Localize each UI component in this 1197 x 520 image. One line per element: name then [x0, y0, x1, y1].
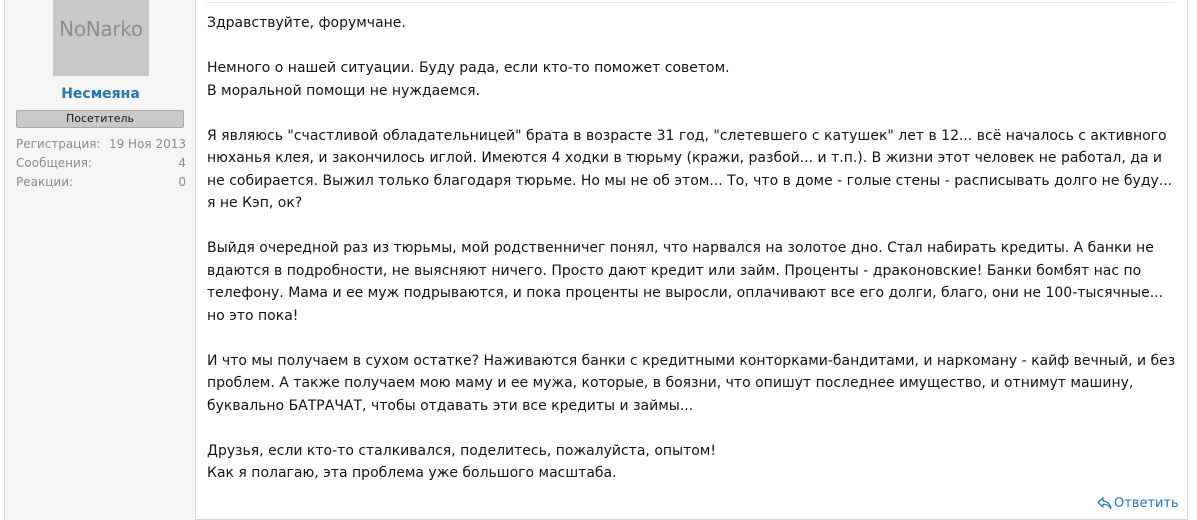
- message-paragraph: Здравствуйте, форумчане.: [207, 15, 406, 31]
- user-sidebar: [5, 0, 196, 520]
- avatar-text: NoNarko: [59, 17, 143, 41]
- reply-icon: [1097, 497, 1112, 510]
- forum-post: [4, 0, 1188, 520]
- message-body: [207, 12, 1177, 507]
- avatar[interactable]: [53, 0, 149, 76]
- username-link[interactable]: Несмеяна: [61, 86, 140, 102]
- stat-reactions: [16, 173, 186, 192]
- message-paragraph: И что мы получаем в сухом остатке? Наживаются банки с кредитными конторками-бандитами, и наркоману - кайф вечный, и без проблем. А также получаем мою маму и ее мужа, которые, в боязни, что опишут последнее имущество, и отнимут машину, буквально БАТРАЧАТ, чтобы отдавать эти все кредиты и займы...: [207, 352, 1176, 414]
- user-stats: [16, 135, 186, 192]
- message-paragraph: Я являюсь "счастливой обладательницей" брата в возрасте 31 год, "слетевшего с катушек" лет в 12... всё началось с активного нюханья клея, и закончилось иглой. Имеются 4 ходки в тюрьму (кражи, разбой... и т.п.). В жизни этот человек не работал, да и не собирается. Выжил только благодаря тюрьме. Но мы не об этом... То, что в доме - голые стены - расписывать долго не буду... я не Кэп, ок?: [207, 127, 1173, 211]
- message-paragraph: Друзья, если кто-то сталкивался, поделитесь, пожалуйста, опытом! Как я полагаю, эта проблема уже большого масштаба.: [207, 442, 716, 481]
- stat-value: 0: [178, 175, 186, 189]
- stat-value: 19 Ноя 2013: [108, 137, 186, 151]
- stat-label: Сообщения:: [16, 156, 93, 170]
- stat-value: 4: [178, 156, 186, 170]
- user-title-badge: Посетитель: [16, 110, 184, 128]
- stat-label: Регистрация:: [16, 137, 101, 151]
- message-paragraph: Немного о нашей ситуации. Буду рада, если кто-то поможет советом. В моральной помощи не нуждаемся.: [207, 60, 730, 99]
- stat-registration: [16, 135, 186, 154]
- stat-label: Реакции:: [16, 175, 74, 189]
- stat-messages: [16, 154, 186, 173]
- divider: [207, 2, 1175, 3]
- message-paragraph: Выйдя очередной раз из тюрьмы, мой родственничег понял, что нарвался на золотое дно. Стал набирать кредиты. А банки не вдаются в подробности, не выясняют ничего. Просто дают кредит или займ. Проценты - драконовские! Банки бомбят нас по телефону. Мама и ее муж подрываются, и пока проценты не выросли, оплачивают все его долги, благо, они не 100-тысячные... но это пока!: [207, 240, 1164, 324]
- reply-label: Ответить: [1114, 496, 1179, 511]
- reply-button[interactable]: [1097, 496, 1179, 511]
